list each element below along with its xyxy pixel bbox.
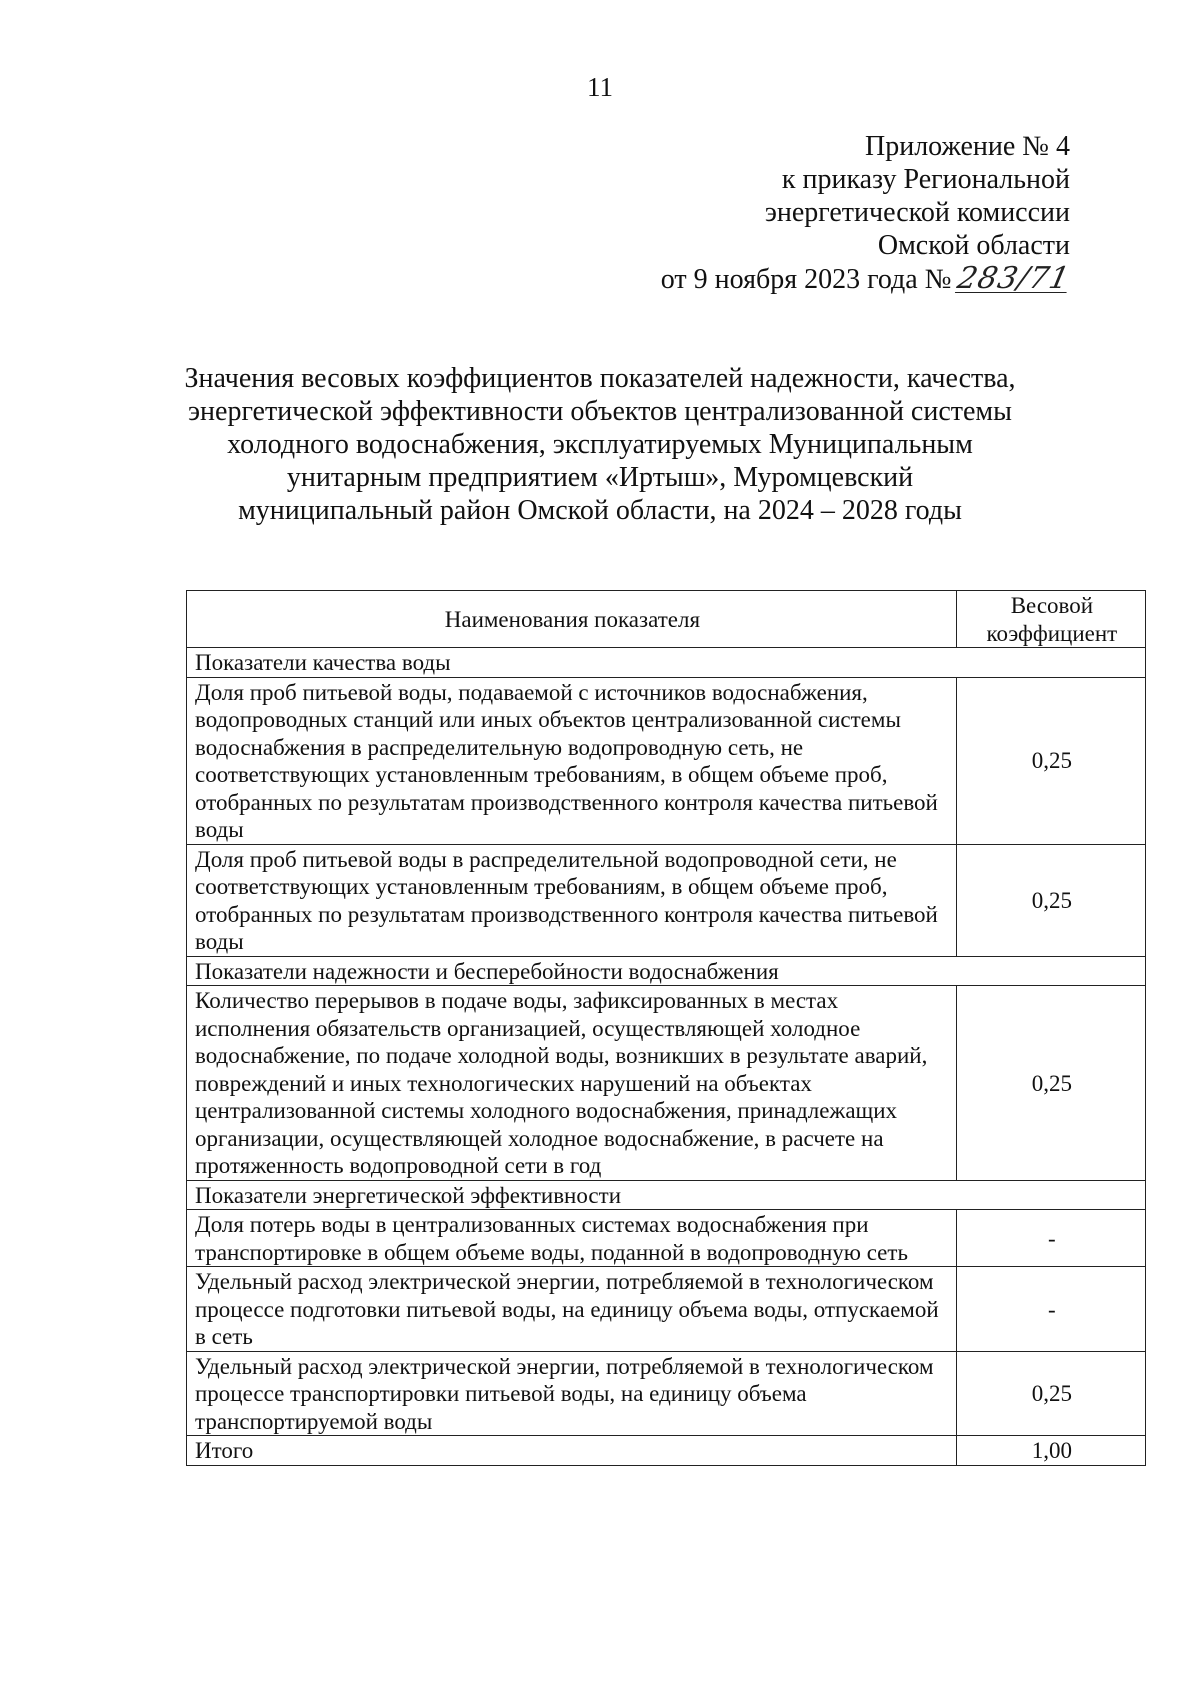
indicator-name: Доля проб питьевой воды, подаваемой с источников водоснабжения, водопроводных станций или иных объектов централизованной системы водоснабжения в распределительную водопроводную сеть, не соответствующих установленным требованиям, в общем объеме проб, отобранных по результатам производственного контроля качества питьевой воды <box>187 677 957 844</box>
table-row <box>187 677 1146 844</box>
appendix-date-line <box>660 261 1074 296</box>
table-row <box>187 1267 1146 1352</box>
indicator-weight: - <box>956 1267 1145 1352</box>
table-row <box>187 1210 1146 1267</box>
appendix-commission: энергетической комиссии <box>764 197 1070 228</box>
indicator-weight: 0,25 <box>956 844 1145 956</box>
section-row <box>187 1180 1146 1210</box>
indicator-weight: - <box>956 1210 1145 1267</box>
indicator-name: Доля потерь воды в централизованных системах водоснабжения при транспортировке в общем объеме воды, поданной в водопроводную сеть <box>187 1210 957 1267</box>
table-row <box>187 986 1146 1181</box>
indicator-name: Удельный расход электрической энергии, потребляемой в технологическом процессе подготовки питьевой воды, на единицу объема воды, отпускаемой в сеть <box>187 1267 957 1352</box>
header-indicator-name: Наименования показателя <box>187 591 957 648</box>
table-row <box>187 844 1146 956</box>
total-label: Итого <box>187 1436 957 1466</box>
document-title <box>180 362 1020 527</box>
section-row <box>187 648 1146 678</box>
header-weight-coefficient: Весовой коэффициент <box>956 591 1145 648</box>
section-title-energy-efficiency: Показатели энергетической эффективности <box>187 1180 1146 1210</box>
appendix-order-ref: к приказу Региональной <box>781 164 1070 195</box>
total-row <box>187 1436 1146 1466</box>
appendix-date: от 9 ноября 2023 года № <box>660 264 952 295</box>
title-line-1: Значения весовых коэффициентов показателей надежности, качества, <box>184 363 1016 394</box>
section-title-quality: Показатели качества воды <box>187 648 1146 678</box>
indicator-weight: 0,25 <box>956 986 1145 1181</box>
indicator-name: Доля проб питьевой воды в распределительной водопроводной сети, не соответствующих установленным требованиям, в общем объеме проб, отобранных по результатам производственного контроля качества питьевой воды <box>187 844 957 956</box>
order-number-handwritten: 283/71 <box>954 261 1074 296</box>
table-header-row <box>187 591 1146 648</box>
total-value: 1,00 <box>956 1436 1145 1466</box>
appendix-block <box>660 130 1074 296</box>
indicator-name: Количество перерывов в подаче воды, зафиксированных в местах исполнения обязательств организацией, осуществляющей холодное водоснабжение, по подаче холодной воды, возникших в результате аварий, повреждений и иных технологических нарушений на объектах централизованной системы холодного водоснабжения, принадлежащих организации, осуществляющей холодное водоснабжение, в расчете на протяженность водопроводной сети в год <box>187 986 957 1181</box>
title-line-3: холодного водоснабжения, эксплуатируемых Муниципальным <box>227 429 973 460</box>
table-row <box>187 1351 1146 1436</box>
indicator-name: Удельный расход электрической энергии, потребляемой в технологическом процессе транспортировки питьевой воды, на единицу объема транспортируемой воды <box>187 1351 957 1436</box>
appendix-region: Омской области <box>877 230 1070 261</box>
title-line-5: муниципальный район Омской области, на 2024 – 2028 годы <box>238 495 962 526</box>
section-title-reliability: Показатели надежности и бесперебойности водоснабжения <box>187 956 1146 986</box>
title-line-2: энергетической эффективности объектов централизованной системы <box>188 396 1012 427</box>
page-number: 11 <box>587 72 613 102</box>
appendix-title: Приложение № 4 <box>865 131 1070 162</box>
section-row <box>187 956 1146 986</box>
indicator-weight: 0,25 <box>956 677 1145 844</box>
indicator-weight: 0,25 <box>956 1351 1145 1436</box>
coefficients-table <box>186 590 1146 1466</box>
title-line-4: унитарным предприятием «Иртыш», Муромцевский <box>286 462 914 493</box>
